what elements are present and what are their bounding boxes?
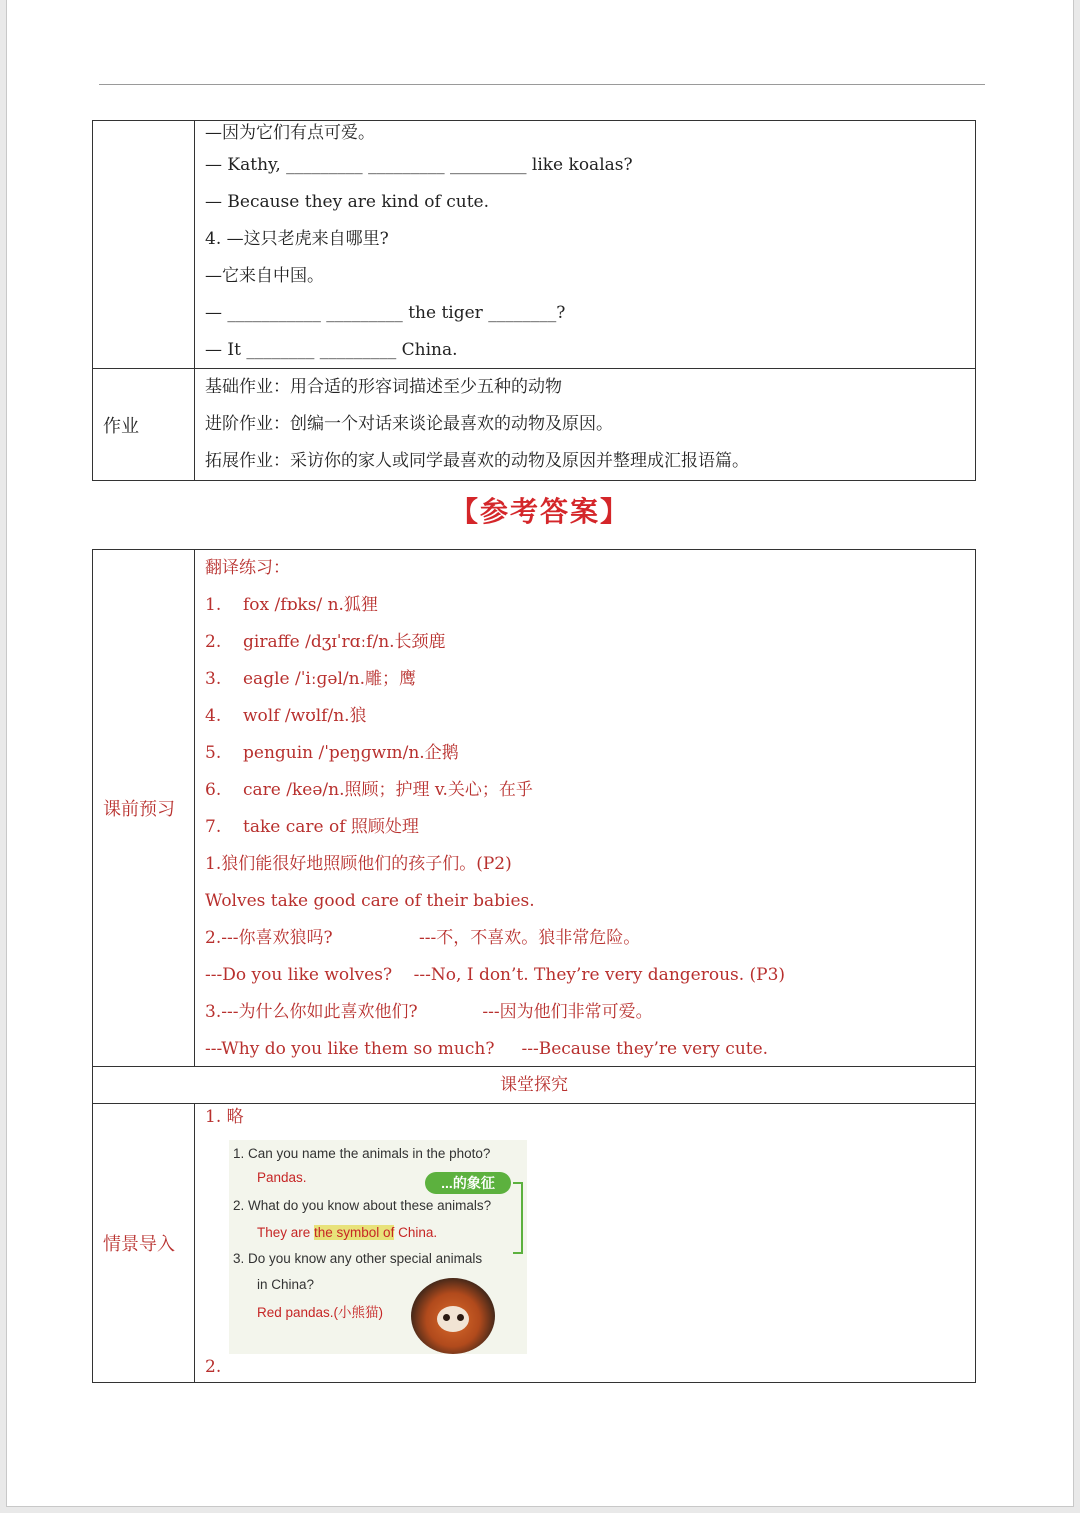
textbook-question: in China? bbox=[257, 1277, 315, 1292]
homework-line: 拓展作业：采访你的家人或同学最喜欢的动物及原因并整理成汇报语篇。 bbox=[205, 451, 749, 471]
homework-content bbox=[195, 369, 975, 480]
vocab-item: 2. giraffe /dʒɪˈrɑːf/n.长颈鹿 bbox=[205, 632, 446, 652]
red-panda-eye bbox=[457, 1314, 464, 1321]
homework-table bbox=[92, 120, 976, 481]
preview-label: 课前预习 bbox=[93, 550, 195, 1066]
textbook-question: 1. Can you name the animals in the photo? bbox=[233, 1146, 491, 1161]
sentence-line: 1.狼们能很好地照顾他们的孩子们。(P2) bbox=[205, 854, 512, 874]
sentence-line: ---Do you like wolves? ---No, I don’t. They’re very dangerous. (P3) bbox=[205, 965, 786, 985]
textbook-question: 2. What do you know about these animals? bbox=[233, 1198, 492, 1213]
vocab-item: 7. take care of 照顾处理 bbox=[205, 817, 419, 837]
section-heading: 课堂探究 bbox=[500, 1075, 568, 1095]
exercise-line: —因为它们有点可爱。 bbox=[205, 123, 375, 143]
homework-row bbox=[93, 368, 975, 480]
vocab-item: 5. penguin /ˈpeŋɡwɪn/n.企鹅 bbox=[205, 743, 459, 763]
intro-item: 2. bbox=[205, 1357, 222, 1377]
vocab-item: 1. fox /fɒks/ n.狐狸 bbox=[205, 595, 378, 615]
textbook-answer: Pandas. bbox=[257, 1170, 307, 1185]
intro-label: 情景导入 bbox=[93, 1104, 195, 1382]
red-panda-eye bbox=[443, 1314, 450, 1321]
intro-item: 1. 略 bbox=[205, 1107, 244, 1127]
intro-row bbox=[93, 1103, 975, 1382]
preview-row bbox=[93, 550, 975, 1066]
exercise-line: — Because they are kind of cute. bbox=[205, 192, 489, 212]
exercise-content bbox=[195, 121, 975, 368]
exercise-line: 4. —这只老虎来自哪里? bbox=[205, 229, 389, 249]
exercise-row bbox=[93, 121, 975, 368]
exercise-line: — ___________ _________ the tiger ________? bbox=[205, 303, 566, 323]
red-panda-face bbox=[437, 1306, 469, 1332]
homework-line: 进阶作业：创编一个对话来谈论最喜欢的动物及原因。 bbox=[205, 414, 613, 434]
exercise-line: — Kathy, _________ _________ _________ like koalas? bbox=[205, 155, 633, 175]
textbook-question: 3. Do you know any other special animals bbox=[233, 1251, 483, 1266]
textbook-excerpt-image bbox=[229, 1140, 527, 1354]
intro-content bbox=[195, 1104, 975, 1382]
translation-heading: 翻译练习： bbox=[205, 558, 290, 578]
sentence-line: 2.---你喜欢狼吗? ---不，不喜欢。狼非常危险。 bbox=[205, 928, 641, 948]
vocab-item: 4. wolf /wʊlf/n.狼 bbox=[205, 706, 367, 726]
symbol-badge: ...的象征 bbox=[425, 1172, 511, 1194]
sentence-line: Wolves take good care of their babies. bbox=[205, 891, 535, 911]
badge-bracket bbox=[513, 1182, 523, 1254]
sentence-line: 3.---为什么你如此喜欢他们? ---因为他们非常可爱。 bbox=[205, 1002, 653, 1022]
exercise-line: — It ________ _________ China. bbox=[205, 340, 458, 360]
textbook-answer: Red pandas.(小熊猫) bbox=[257, 1305, 384, 1320]
sentence-line: ---Why do you like them so much? ---Because they’re very cute. bbox=[205, 1039, 769, 1059]
header-rule bbox=[99, 84, 985, 85]
exercise-line: —它来自中国。 bbox=[205, 266, 324, 286]
homework-line: 基础作业：用合适的形容词描述至少五种的动物 bbox=[205, 377, 562, 397]
exercise-label-cell bbox=[93, 121, 195, 368]
answer-title: 【参考答案】 bbox=[449, 495, 630, 528]
homework-label: 作业 bbox=[93, 369, 195, 480]
textbook-answer: They are the symbol of China. bbox=[257, 1225, 438, 1240]
preview-content bbox=[195, 550, 975, 1066]
vocab-item: 6. care /keə/n.照顾；护理 v.关心；在乎 bbox=[205, 780, 533, 800]
section-heading-row bbox=[93, 1066, 975, 1103]
red-panda-photo bbox=[411, 1278, 495, 1354]
vocab-item: 3. eagle /ˈiːɡəl/n.雕；鹰 bbox=[205, 669, 417, 689]
answer-table bbox=[92, 549, 976, 1383]
